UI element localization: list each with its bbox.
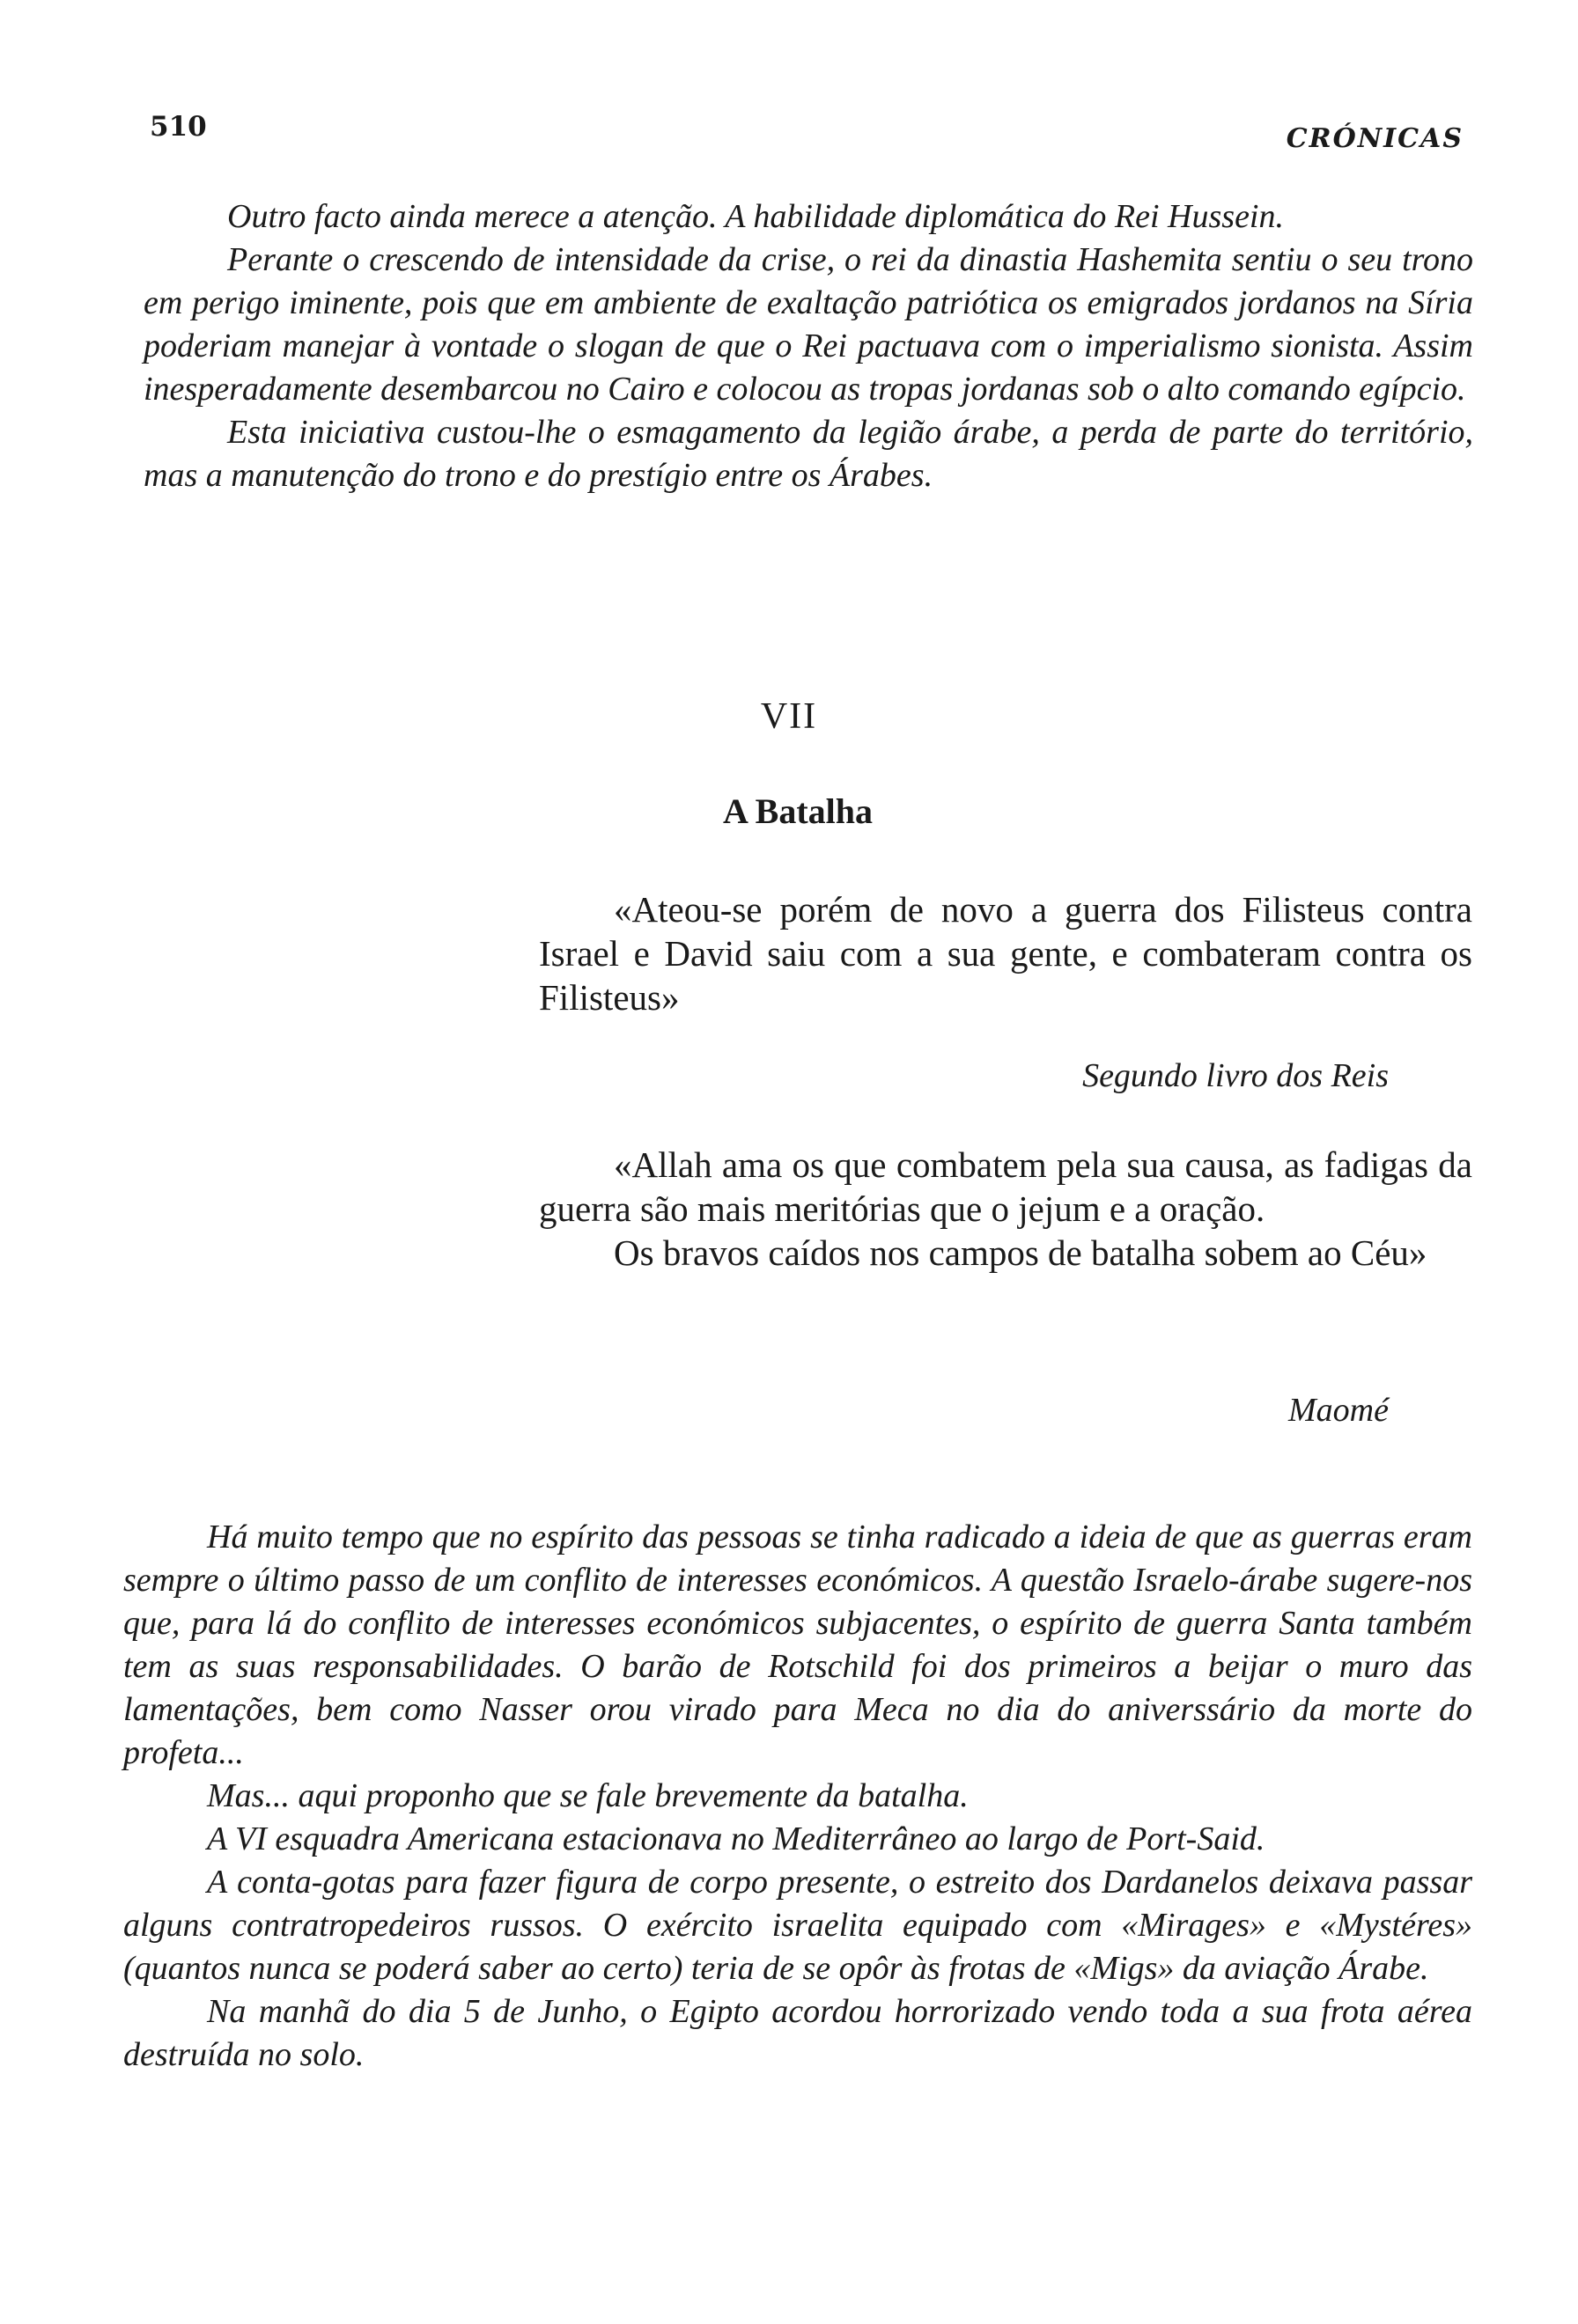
epigraph-attribution: Maomé bbox=[1288, 1392, 1389, 1429]
intro-text bbox=[144, 195, 1473, 497]
paragraph: Mas... aqui proponho que se fale brevemente da batalha. bbox=[207, 1777, 969, 1814]
epigraph-paragraph: «Allah ama os que combatem pela sua causa, as fadigas da guerra são mais meritórias que o jejum e a oração. bbox=[539, 1144, 1472, 1229]
section-title: A Batalha bbox=[722, 791, 874, 831]
paragraph: Esta iniciativa custou-lhe o esmagamento da legião árabe, a perda de parte do território, mas a manutenção do trono e do prestígio entre os Árabes. bbox=[144, 414, 1473, 494]
epigraph-quote bbox=[539, 887, 1472, 1019]
paragraph: Na manhã do dia 5 de Junho, o Egipto acordou horrorizado vendo toda a sua frota aérea destruída no solo. bbox=[123, 1993, 1472, 2073]
paragraph: A conta-gotas para fazer figura de corpo presente, o estreito dos Dardanelos deixava passar alguns contratropedeiros russos. O exército israelita equipado com «Mirages» e «Mystéres» (quantos nunca se poderá saber ao certo) teria de se opôr às frotas de «Migs» da aviação Árabe. bbox=[123, 1864, 1472, 1987]
running-head: CRÓNICAS bbox=[1286, 123, 1464, 154]
epigraph-quote bbox=[539, 1143, 1472, 1275]
paragraph: Há muito tempo que no espírito das pessoas se tinha radicado a ideia de que as guerras eram sempre o último passo de um conflito de interesses económicos. A questão Israelo-árabe sugere-nos que, para lá do conflito de interesses económicos subjacentes, o espírito de guerra Santa também tem as suas responsabilidades. O barão de Rotschild foi dos primeiros a beijar o muro das lamentações, bem como Nasser orou virado para Meca no dia do aniverssário da morte do profeta... bbox=[123, 1519, 1472, 1771]
main-text bbox=[123, 1516, 1472, 2077]
epigraph-attribution: Segundo livro dos Reis bbox=[1082, 1057, 1389, 1094]
epigraph-paragraph: Os bravos caídos nos campos de batalha sobem ao Céu» bbox=[614, 1232, 1427, 1273]
section-number: VII bbox=[760, 696, 818, 737]
epigraph-paragraph: «Ateou-se porém de novo a guerra dos Filisteus contra Israel e David saiu com a sua gente, e combateram contra os Filisteus» bbox=[539, 889, 1472, 1018]
page-number: 510 bbox=[150, 111, 207, 143]
paragraph: Perante o crescendo de intensidade da crise, o rei da dinastia Hashemita sentiu o seu trono em perigo iminente, pois que em ambiente de exaltação patriótica os emigrados jordanos na Síria poderiam manejar à vontade o slogan de que o Rei pactuava com o imperialismo sionista. Assim inesperadamente desembarcou no Cairo e colocou as tropas jordanas sob o alto comando egípcio. bbox=[144, 241, 1473, 408]
paragraph: Outro facto ainda merece a atenção. A habilidade diplomática do Rei Hussein. bbox=[227, 198, 1284, 235]
paragraph: A VI esquadra Americana estacionava no Mediterrâneo ao largo de Port-Said. bbox=[207, 1820, 1265, 1857]
